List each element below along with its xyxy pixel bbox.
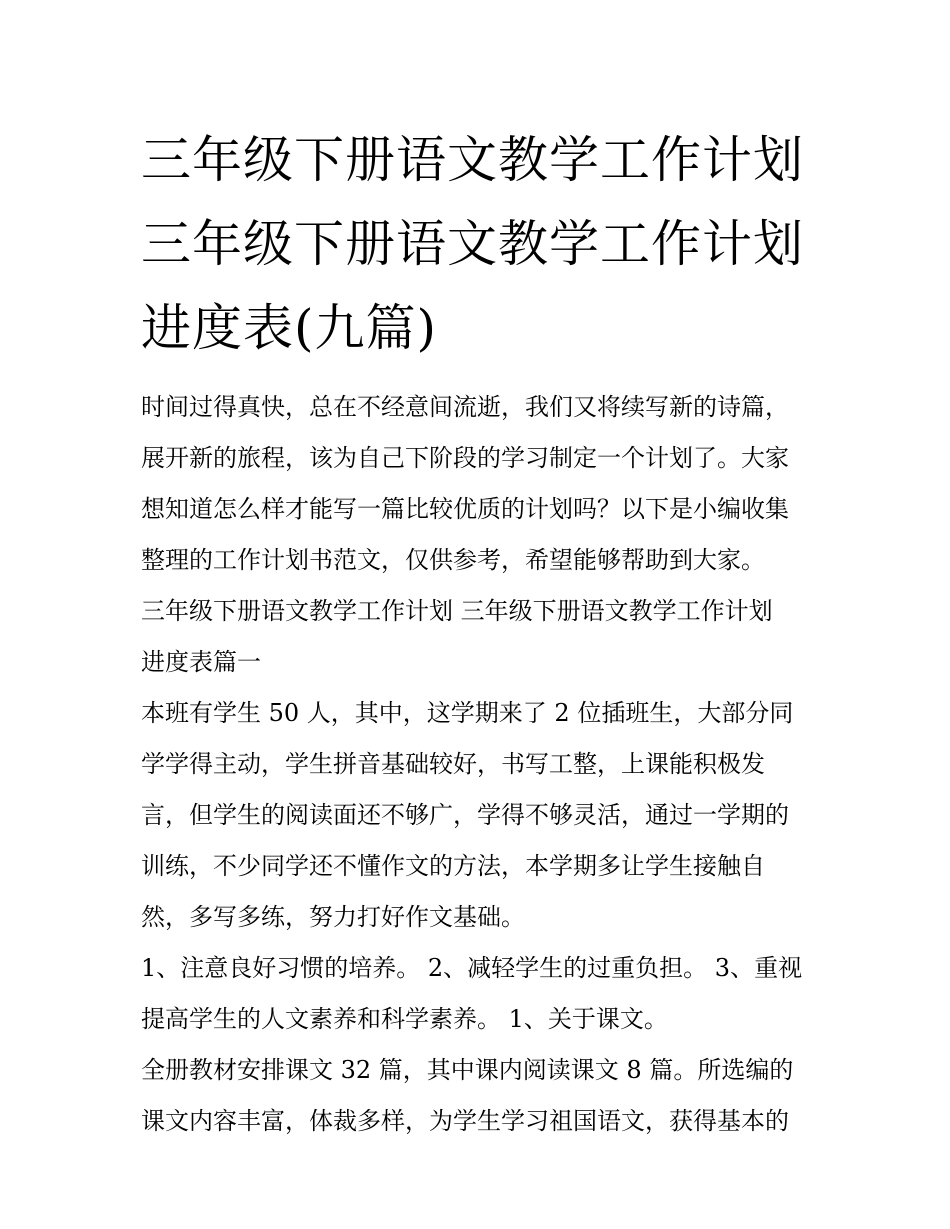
class-situation-paragraph <box>141 688 813 943</box>
text-line: 进度表篇一 <box>141 648 261 676</box>
title-line: 三年级下册语文教学工作计划 <box>141 131 804 189</box>
title-line: 三年级下册语文教学工作计划 <box>141 215 804 273</box>
text-line: 三年级下册语文教学工作计划 三年级下册语文教学工作计划 <box>141 597 773 625</box>
goals-paragraph <box>141 943 813 1045</box>
intro-paragraph <box>141 382 813 586</box>
text-line: 时间过得真快，总在不经意间流逝，我们又将续写新的诗篇， <box>141 393 789 421</box>
document-title <box>141 118 813 370</box>
text-line: 全册教材安排课文 32 篇，其中课内阅读课文 8 篇。所选编的 <box>141 1056 794 1084</box>
text-line: 课文内容丰富，体裁多样，为学生学习祖国语文，获得基本的 <box>141 1107 789 1135</box>
text-line: 本班有学生 50 人，其中，这学期来了 2 位插班生，大部分同 <box>141 699 794 727</box>
text-line: 然，多写多练，努力打好作文基础。 <box>141 903 525 931</box>
text-line: 展开新的旅程，该为自己下阶段的学习制定一个计划了。大家 <box>141 444 789 472</box>
text-line: 整理的工作计划书范文，仅供参考，希望能够帮助到大家。 <box>141 546 765 574</box>
text-line: 学学得主动，学生拼音基础较好，书写工整，上课能积极发 <box>141 750 765 778</box>
section-heading <box>141 586 813 688</box>
document-body <box>141 118 813 1147</box>
text-line: 提高学生的人文素养和科学素养。 1、关于课文。 <box>141 1005 668 1033</box>
text-line: 言，但学生的阅读面还不够广，学得不够灵活，通过一学期的 <box>141 801 789 829</box>
title-line: 进度表(九篇) <box>141 299 438 357</box>
textbook-paragraph <box>141 1045 813 1147</box>
text-line: 1、注意良好习惯的培养。 2、减轻学生的过重负担。 3、重视 <box>141 954 803 982</box>
text-line: 想知道怎么样才能写一篇比较优质的计划吗？以下是小编收集 <box>141 495 789 523</box>
text-line: 训练，不少同学还不懂作文的方法，本学期多让学生接触自 <box>141 852 765 880</box>
